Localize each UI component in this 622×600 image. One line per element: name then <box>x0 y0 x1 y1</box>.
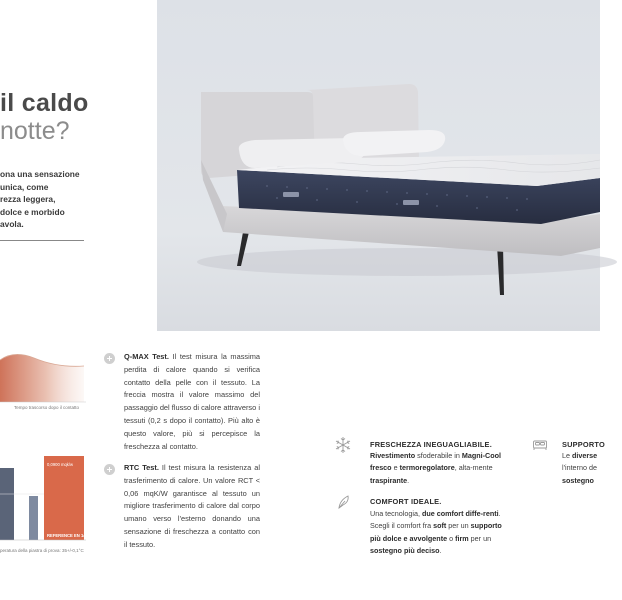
intro-line: avola. <box>0 219 24 229</box>
text: Le <box>562 451 572 460</box>
rct-bar-chart <box>0 452 90 542</box>
intro-line: rezza leggera, <box>0 194 56 204</box>
bar-secondary <box>29 496 38 540</box>
intro-text <box>0 168 150 231</box>
support-line <box>562 450 622 462</box>
text-bold: Rivestimento <box>370 451 416 460</box>
text-bold: sostegno più deciso <box>370 546 440 556</box>
support-line <box>562 475 622 487</box>
bar-category-label: REFERENCE EN 14058 <box>47 533 93 538</box>
text: per un <box>446 521 471 531</box>
plus-icon <box>104 464 115 475</box>
qmax-text: Il test misura la massima perdita di calore quando si verifica contatto della pelle con il tessuto. La freccia mostra il valore massimo del passaggio del flusso di calore attraverso i tessuti (0,2 s dopo il contatto). Più alto è questo valore, più si percepisce la freschezza al contatto. <box>124 352 260 451</box>
x-axis-note: Tempo trascorso dopo il contatto <box>14 405 80 410</box>
rtc-label: RTC Test. <box>124 463 159 472</box>
text-bold: soft <box>433 521 447 531</box>
feature-body-comfort <box>370 508 506 558</box>
feature-title-support: SUPPORTO <box>562 440 605 449</box>
text: per un <box>468 533 492 543</box>
intro-line: unica, come <box>0 181 49 192</box>
intro-line: dolce e morbido <box>0 206 65 217</box>
support-line: l'interno de <box>562 463 597 473</box>
text-bold: sostegno <box>562 475 594 485</box>
headline-line-2: notte? <box>0 117 70 145</box>
text: e <box>391 463 400 473</box>
divider <box>0 240 84 241</box>
feature-body-freshness <box>370 450 506 487</box>
heat-flow-curve-chart <box>0 342 90 404</box>
chart-x-label: peratura della piastra di prova: 35+/-0,1°C <box>0 548 84 553</box>
qmax-paragraph <box>124 351 260 453</box>
text: sfoderabile in <box>415 451 462 460</box>
feature-title-freshness: FRESCHEZZA INEGUAGLIABILE. <box>370 440 492 449</box>
rtc-text: Il test misura la resistenza al trasferimento di calore. Un valore RCT < 0,06 mqK/W garantisce al tessuto un migliore trasferimento di calore dal corpo umano verso l'esterno donando una sensazione di freschezza a contatto con il tessuto. <box>124 463 260 549</box>
text-bold: diverse <box>572 451 598 460</box>
text-bold: termoregolatore <box>399 463 455 473</box>
text: . <box>439 546 442 556</box>
rtc-paragraph <box>124 462 260 552</box>
bed-photo <box>157 0 600 331</box>
text-bold: due comfort diffe-renti <box>421 509 499 518</box>
feather-icon <box>336 494 352 510</box>
text: , alta-mente <box>454 463 493 473</box>
bed-icon <box>532 438 548 452</box>
text-bold: traspirante <box>370 475 408 485</box>
intro-line: ona una sensazione <box>0 169 80 179</box>
feature-body-support <box>562 450 622 487</box>
feature-title-comfort: COMFORT IDEALE. <box>370 497 442 506</box>
bar-value-label: 0,0900 mqk/w <box>47 462 74 467</box>
text: o <box>447 533 456 543</box>
text: . Scegli il comfort fra <box>370 509 501 531</box>
snowflake-icon <box>334 436 352 454</box>
bar-reference <box>44 456 84 540</box>
text-bold: Magni-Cool fresco <box>370 451 502 473</box>
plus-icon <box>104 353 115 364</box>
curve-area <box>0 354 84 402</box>
text-bold: firm <box>455 533 469 543</box>
text: Una tecnologia, <box>370 509 422 518</box>
text: . <box>407 475 410 485</box>
headline-line-1: il caldo <box>0 89 89 117</box>
bar-partial <box>0 468 14 540</box>
qmax-label: Q-MAX Test. <box>124 352 169 361</box>
text-bold: supporto più dolce e avvolgente <box>370 521 502 543</box>
